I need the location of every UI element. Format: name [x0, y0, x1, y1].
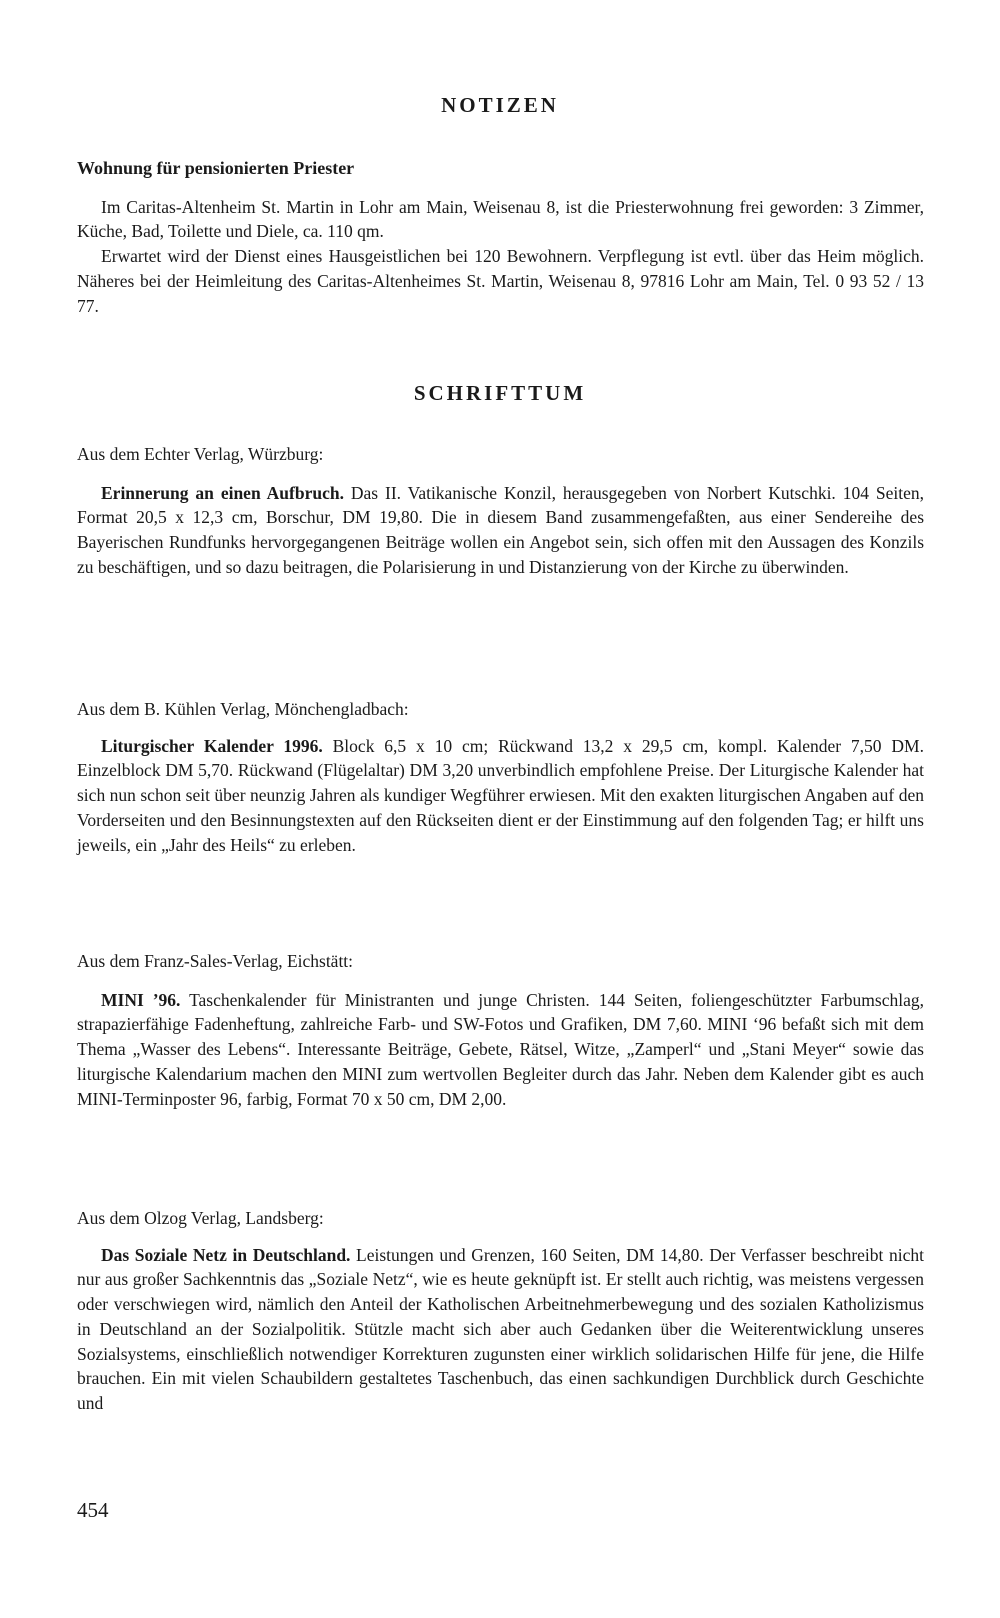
book-title: MINI ’96.	[101, 989, 181, 1010]
review-entry	[77, 697, 924, 857]
notizen-paragraph-1: Im Caritas-Altenheim St. Martin in Lohr am Main, Weisenau 8, ist die Priesterwohnung frei geworden: 3 Zimmer, Küche, Bad, Toilette und Diele, ca. 110 qm.	[77, 196, 924, 242]
review-paragraph	[77, 1243, 924, 1416]
publisher-line: Aus dem Echter Verlag, Würzburg:	[77, 444, 324, 464]
notizen-heading: NOTIZEN	[441, 93, 559, 117]
notizen-paragraph-2: Erwartet wird der Dienst eines Hausgeistlichen bei 120 Bewohnern. Verpflegung ist evtl. über das Heim möglich. Näheres bei der Heimleitung des Caritas-Altenheimes St. Martin, Weisenau 8, 97816 Lohr am Main, Tel. 0 93 52 / 13 77.	[77, 246, 924, 316]
review-entry	[77, 949, 924, 1111]
publisher-line: Aus dem Olzog Verlag, Landsberg:	[77, 1208, 324, 1228]
publisher-line: Aus dem B. Kühlen Verlag, Mönchengladbach:	[77, 699, 409, 719]
review-paragraph	[77, 988, 924, 1112]
review-paragraph	[77, 734, 924, 858]
notizen-section	[77, 156, 924, 318]
review-text: Leistungen und Grenzen, 160 Seiten, DM 14,80. Der Verfasser beschreibt nicht nur aus großer Sachkenntnis das „Soziale Netz“, wie es heute geknüpft ist. Er stellt auch richtig, was meistens vergessen oder verschwiegen wird, nämlich den Anteil der Katholischen Arbeitnehmerbewegung und des sozialen Katholizismus in Deutschland an der Sozialpolitik. Stützle macht sich aber auch Gedanken über die Weiterentwicklung unseres Sozialsystems, einschließlich notwendiger Korrekturen zugunsten einer wirklich solidarischen Hilfe für jene, die Hilfe brauchen. Ein mit vielen Schaubildern gestaltetes Taschenbuch, das einen sachkundigen Durchblick durch Geschichte und	[77, 1244, 924, 1413]
review-text: Block 6,5 x 10 cm; Rückwand 13,2 x 29,5 cm, kompl. Kalender 7,50 DM. Einzelblock DM 5,70. Rückwand (Flügelaltar) DM 3,20 unverbindlich empfohlene Preise. Der Liturgische Kalender hat sich nun schon seit über neunzig Jahren als kundiger Wegführer erwiesen. Mit den exakten liturgischen Angaben auf den Vorderseiten und den Besinnungstexten auf den Rückseiten dient er der Einstimmung auf den folgenden Tag; er hilft uns jeweils, ein „Jahr des Heils“ zu erleben.	[77, 735, 924, 855]
review-entry	[77, 1206, 924, 1416]
review-text: Das II. Vatikanische Konzil, herausgegeben von Norbert Kutschki. 104 Seiten, Format 20,5 x 12,3 cm, Borschur, DM 19,80. Die in diesem Band zusammengefaßten, aus einer Sendereihe des Bayerischen Rundfunks hervorgegangenen Beiträge wollen ein Angebot sein, sich offen mit den Aussagen des Konzils zu beschäftigen, und so dazu beitragen, die Polarisierung in und Distanzierung von der Kirche zu überwinden.	[77, 482, 925, 577]
publisher-line: Aus dem Franz-Sales-Verlag, Eichstätt:	[77, 951, 354, 971]
review-text: Taschenkalender für Ministranten und junge Christen. 144 Seiten, foliengeschützter Farbumschlag, strapazierfähige Fadenheftung, zahlreiche Farb- und SW-Fotos und Grafiken, DM 7,60. MINI ‘96 befaßt sich mit dem Thema „Wasser des Lebens“. Interessante Beiträge, Gebete, Rätsel, Witze, „Zamperl“ und „Stani Meyer“ sowie das liturgische Kalendarium machen den MINI zum wertvollen Begleiter durch das Jahr. Neben dem Kalender gibt es auch MINI-Terminposter 96, farbig, Format 70 x 50 cm, DM 2,00.	[77, 989, 924, 1109]
schrifttum-heading: SCHRIFTTUM	[413, 381, 587, 405]
page-number: 454	[77, 1498, 109, 1522]
book-title: Liturgischer Kalender 1996.	[101, 735, 323, 756]
review-paragraph	[77, 481, 924, 580]
book-title: Das Soziale Netz in Deutschland.	[101, 1244, 351, 1265]
notizen-subheading: Wohnung für pensionierten Priester	[77, 158, 355, 178]
book-title: Erinnerung an einen Aufbruch.	[101, 482, 344, 503]
review-entry	[77, 442, 924, 580]
